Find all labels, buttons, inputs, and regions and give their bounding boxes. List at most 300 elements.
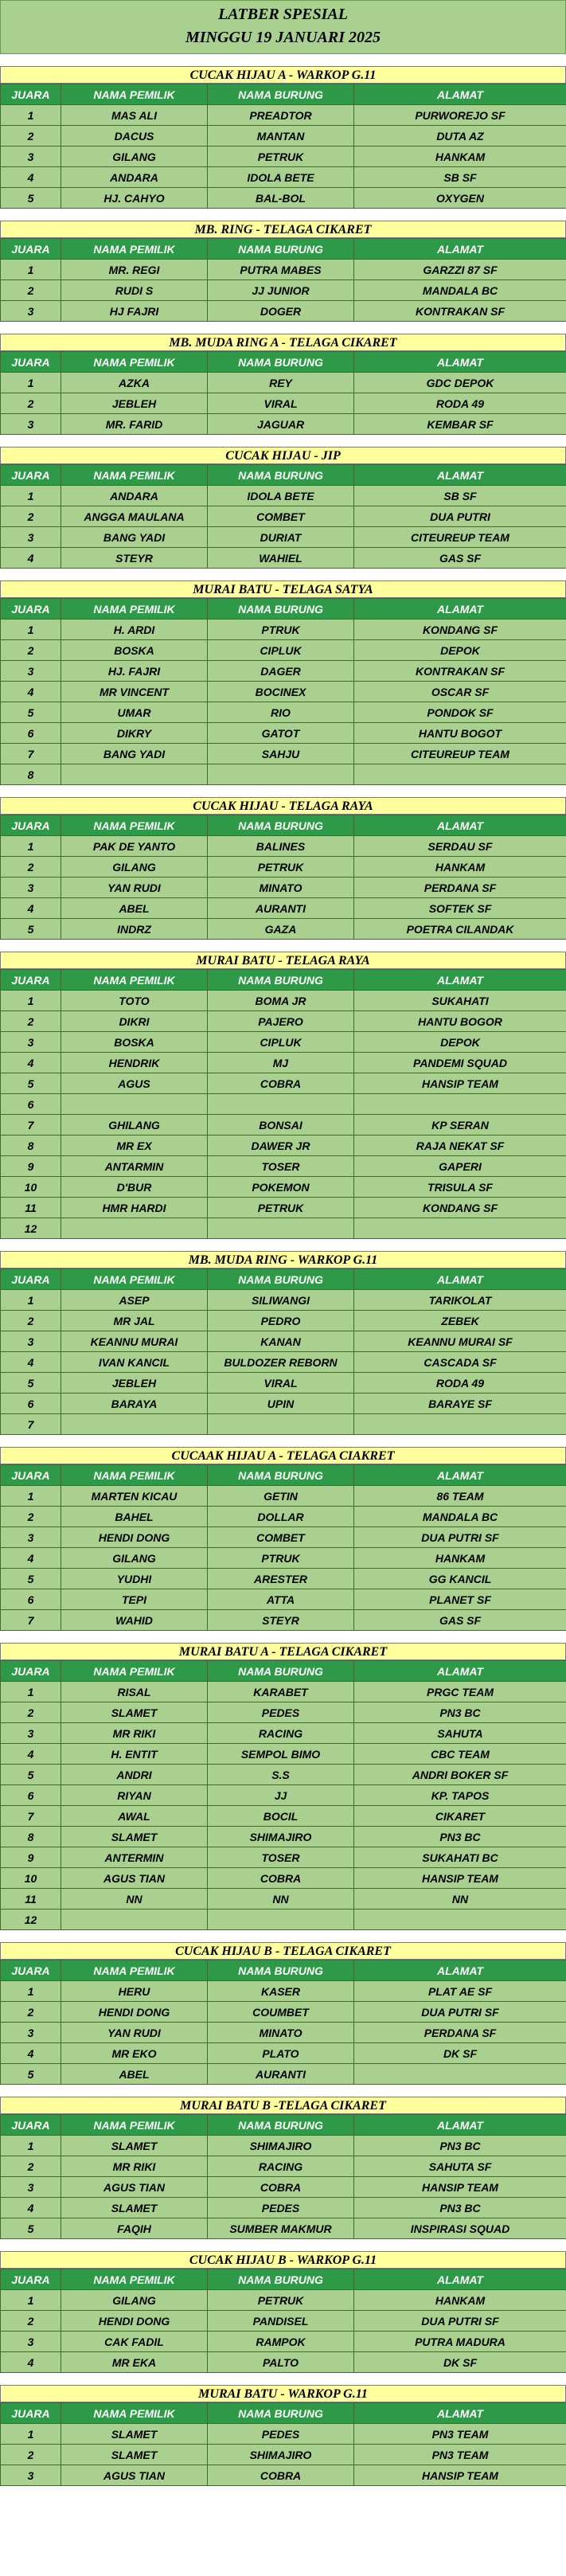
owner-cell: TEPI xyxy=(61,1589,208,1610)
rank-cell: 4 xyxy=(1,167,61,188)
address-cell: KEMBAR SF xyxy=(354,414,566,435)
owner-cell: DIKRY xyxy=(61,723,208,744)
bird-cell: COMBET xyxy=(208,506,354,527)
owner-cell: BOSKA xyxy=(61,640,208,661)
section-murai-batu-telaga-raya xyxy=(0,952,566,1239)
table-row xyxy=(1,836,566,857)
rank-cell: 1 xyxy=(1,373,61,393)
rank-cell: 3 xyxy=(1,2465,61,2486)
bird-cell: DURIAT xyxy=(208,527,354,548)
table-row xyxy=(1,2156,566,2177)
owner-cell: ABEL xyxy=(61,898,208,919)
rank-cell: 8 xyxy=(1,1136,61,1156)
rank-cell: 1 xyxy=(1,1290,61,1311)
address-header: ALAMAT xyxy=(354,2403,566,2424)
bird-cell: VIRAL xyxy=(208,1373,354,1394)
address-cell: KONDANG SF xyxy=(354,620,566,640)
owner-cell: MR EKA xyxy=(61,2352,208,2373)
address-cell: SAHUTA xyxy=(354,1723,566,1744)
table-row xyxy=(1,1847,566,1868)
address-cell: TRISULA SF xyxy=(354,1177,566,1198)
table-row xyxy=(1,506,566,527)
owner-cell: MR EX xyxy=(61,1136,208,1156)
address-cell: ZEBEK xyxy=(354,1311,566,1331)
address-cell: DEPOK xyxy=(354,1032,566,1053)
bird-header: NAMA BURUNG xyxy=(208,465,354,486)
juara-header: JUARA xyxy=(1,2403,61,2424)
table-row xyxy=(1,2023,566,2043)
juara-header: JUARA xyxy=(1,1269,61,1290)
rank-cell: 11 xyxy=(1,1198,61,1218)
table-header-row xyxy=(1,2115,566,2136)
rank-cell: 8 xyxy=(1,1827,61,1847)
table-header-row xyxy=(1,1661,566,1682)
results-table xyxy=(0,238,566,322)
address-cell: HANKAM xyxy=(354,147,566,167)
owner-cell: ANDARA xyxy=(61,167,208,188)
owner-cell: BARAYA xyxy=(61,1394,208,1414)
owner-cell: YAN RUDI xyxy=(61,2023,208,2043)
table-row xyxy=(1,702,566,723)
bird-cell xyxy=(208,1414,354,1435)
owner-cell: HMR HARDI xyxy=(61,1198,208,1218)
table-row xyxy=(1,1827,566,1847)
table-row xyxy=(1,1011,566,1032)
bird-cell: ATTA xyxy=(208,1589,354,1610)
table-row xyxy=(1,1569,566,1589)
rank-cell: 9 xyxy=(1,1156,61,1177)
rank-cell: 4 xyxy=(1,1352,61,1373)
bird-cell: PANDISEL xyxy=(208,2311,354,2332)
bird-cell: PETRUK xyxy=(208,1198,354,1218)
table-row xyxy=(1,2352,566,2373)
bird-cell: SHIMAJIRO xyxy=(208,1827,354,1847)
juara-header: JUARA xyxy=(1,1960,61,1981)
rank-cell: 3 xyxy=(1,2177,61,2198)
bird-cell: JAGUAR xyxy=(208,414,354,435)
bird-cell: KARABET xyxy=(208,1682,354,1702)
rank-cell: 5 xyxy=(1,1373,61,1394)
bird-cell: IDOLA BETE xyxy=(208,167,354,188)
bird-cell: KANAN xyxy=(208,1331,354,1352)
rank-cell: 5 xyxy=(1,1073,61,1094)
rank-cell: 2 xyxy=(1,280,61,301)
rank-cell: 1 xyxy=(1,836,61,857)
owner-cell: HENDI DONG xyxy=(61,2311,208,2332)
owner-cell: RIYAN xyxy=(61,1785,208,1806)
owner-cell: JEBLEH xyxy=(61,393,208,414)
rank-cell: 2 xyxy=(1,1507,61,1527)
owner-cell: UMAR xyxy=(61,702,208,723)
owner-cell: IVAN KANCIL xyxy=(61,1352,208,1373)
results-table xyxy=(0,1464,566,1631)
owner-cell xyxy=(61,1218,208,1239)
table-row xyxy=(1,2332,566,2352)
results-table xyxy=(0,351,566,435)
owner-cell xyxy=(61,1094,208,1115)
rank-cell: 5 xyxy=(1,2064,61,2085)
owner-cell: AGUS xyxy=(61,1073,208,1094)
bird-cell: PEDES xyxy=(208,1702,354,1723)
address-header: ALAMAT xyxy=(354,2269,566,2290)
section-title: MURAI BATU - WARKOP G.11 xyxy=(0,2385,566,2402)
rank-cell: 2 xyxy=(1,2311,61,2332)
table-row xyxy=(1,147,566,167)
table-row xyxy=(1,260,566,280)
owner-cell: GHILANG xyxy=(61,1115,208,1136)
table-row xyxy=(1,2424,566,2445)
address-cell: PN3 TEAM xyxy=(354,2445,566,2465)
address-cell: PLAT AE SF xyxy=(354,1981,566,2002)
bird-header: NAMA BURUNG xyxy=(208,84,354,105)
owner-cell: MR JAL xyxy=(61,1311,208,1331)
owner-cell: MAS ALI xyxy=(61,105,208,126)
address-cell: INSPIRASI SQUAD xyxy=(354,2218,566,2239)
address-cell: HANTU BOGOR xyxy=(354,1011,566,1032)
table-row xyxy=(1,1218,566,1239)
owner-header: NAMA PEMILIK xyxy=(61,1960,208,1981)
table-header-row xyxy=(1,1465,566,1486)
address-header: ALAMAT xyxy=(354,599,566,620)
owner-cell: NN xyxy=(61,1889,208,1910)
rank-cell: 1 xyxy=(1,2136,61,2156)
owner-cell: STEYR xyxy=(61,548,208,569)
rank-cell: 3 xyxy=(1,2023,61,2043)
owner-cell: ANGGA MAULANA xyxy=(61,506,208,527)
results-table xyxy=(0,1660,566,1930)
juara-header: JUARA xyxy=(1,599,61,620)
section-title: MB. MUDA RING A - TELAGA CIKARET xyxy=(0,334,566,351)
bird-cell: PEDRO xyxy=(208,1311,354,1331)
table-row xyxy=(1,126,566,147)
rank-cell: 4 xyxy=(1,2198,61,2218)
table-row xyxy=(1,167,566,188)
section-title: MURAI BATU A - TELAGA CIKARET xyxy=(0,1643,566,1660)
address-cell: HANSIP TEAM xyxy=(354,1073,566,1094)
address-cell: MANDALA BC xyxy=(354,1507,566,1527)
owner-cell: BANG YADI xyxy=(61,744,208,764)
address-cell: SERDAU SF xyxy=(354,836,566,857)
rank-cell: 6 xyxy=(1,1394,61,1414)
address-cell: DUTA AZ xyxy=(354,126,566,147)
bird-cell: DAGER xyxy=(208,661,354,682)
address-header: ALAMAT xyxy=(354,2115,566,2136)
section-title: CUCAK HIJAU B - TELAGA CIKARET xyxy=(0,1942,566,1960)
rank-cell: 3 xyxy=(1,414,61,435)
table-row xyxy=(1,1136,566,1156)
section-title: CUCAAK HIJAU A - TELAGA CIAKRET xyxy=(0,1447,566,1464)
table-row xyxy=(1,1744,566,1765)
bird-cell: JJ xyxy=(208,1785,354,1806)
rank-cell: 7 xyxy=(1,1610,61,1631)
rank-cell: 5 xyxy=(1,1569,61,1589)
rank-cell: 2 xyxy=(1,506,61,527)
table-row xyxy=(1,1868,566,1889)
address-cell xyxy=(354,1910,566,1930)
address-cell: OXYGEN xyxy=(354,188,566,209)
bird-cell: MINATO xyxy=(208,2023,354,2043)
bird-cell: PREADTOR xyxy=(208,105,354,126)
section-mb-muda-ring-warkop-g-11 xyxy=(0,1251,566,1435)
rank-cell: 2 xyxy=(1,393,61,414)
table-header-row xyxy=(1,815,566,836)
owner-header: NAMA PEMILIK xyxy=(61,599,208,620)
address-cell: DK SF xyxy=(354,2352,566,2373)
table-row xyxy=(1,682,566,702)
section-murai-batu-a-telaga-cikaret xyxy=(0,1643,566,1930)
address-header: ALAMAT xyxy=(354,352,566,373)
table-row xyxy=(1,301,566,322)
bird-cell: KASER xyxy=(208,1981,354,2002)
owner-cell xyxy=(61,764,208,785)
address-cell xyxy=(354,1094,566,1115)
table-row xyxy=(1,1177,566,1198)
owner-cell: RISAL xyxy=(61,1682,208,1702)
owner-cell: ANTERMIN xyxy=(61,1847,208,1868)
table-row xyxy=(1,1331,566,1352)
address-cell: GAS SF xyxy=(354,548,566,569)
rank-cell: 4 xyxy=(1,548,61,569)
owner-cell: RUDI S xyxy=(61,280,208,301)
bird-cell: SILIWANGI xyxy=(208,1290,354,1311)
bird-cell xyxy=(208,1094,354,1115)
owner-cell: ASEP xyxy=(61,1290,208,1311)
table-row xyxy=(1,527,566,548)
rank-cell: 4 xyxy=(1,1744,61,1765)
address-cell: GAPERI xyxy=(354,1156,566,1177)
bird-cell: COUMBET xyxy=(208,2002,354,2023)
address-cell: SAHUTA SF xyxy=(354,2156,566,2177)
table-row xyxy=(1,919,566,940)
rank-cell: 9 xyxy=(1,1847,61,1868)
address-cell: TARIKOLAT xyxy=(354,1290,566,1311)
owner-header: NAMA PEMILIK xyxy=(61,352,208,373)
owner-cell: TOTO xyxy=(61,991,208,1011)
address-cell: HANSIP TEAM xyxy=(354,2177,566,2198)
owner-cell: FAQIH xyxy=(61,2218,208,2239)
bird-cell: BONSAI xyxy=(208,1115,354,1136)
address-cell: PLANET SF xyxy=(354,1589,566,1610)
table-row xyxy=(1,1486,566,1507)
rank-cell: 1 xyxy=(1,1981,61,2002)
rank-cell: 7 xyxy=(1,1806,61,1827)
rank-cell: 2 xyxy=(1,2445,61,2465)
owner-cell: MARTEN KICAU xyxy=(61,1486,208,1507)
rank-cell: 3 xyxy=(1,661,61,682)
owner-cell: JEBLEH xyxy=(61,1373,208,1394)
section-cucak-hijau-b-warkop-g-11 xyxy=(0,2251,566,2373)
table-row xyxy=(1,1414,566,1435)
owner-cell: HENDRIK xyxy=(61,1053,208,1073)
table-row xyxy=(1,1610,566,1631)
address-cell: KP. TAPOS xyxy=(354,1785,566,1806)
address-cell: SUKAHATI BC xyxy=(354,1847,566,1868)
rank-cell: 1 xyxy=(1,991,61,1011)
bird-header: NAMA BURUNG xyxy=(208,1465,354,1486)
bird-header: NAMA BURUNG xyxy=(208,352,354,373)
bird-cell: PTRUK xyxy=(208,1548,354,1569)
section-cucaak-hijau-a-telaga-ciakret xyxy=(0,1447,566,1631)
section-murai-batu-telaga-satya xyxy=(0,580,566,785)
rank-cell: 3 xyxy=(1,1723,61,1744)
owner-cell xyxy=(61,1414,208,1435)
bird-cell xyxy=(208,764,354,785)
table-header-row xyxy=(1,239,566,260)
owner-header: NAMA PEMILIK xyxy=(61,2115,208,2136)
rank-cell: 5 xyxy=(1,919,61,940)
results-table xyxy=(0,1268,566,1435)
table-row xyxy=(1,2198,566,2218)
table-row xyxy=(1,1910,566,1930)
bird-cell: PUTRA MABES xyxy=(208,260,354,280)
table-row xyxy=(1,1589,566,1610)
juara-header: JUARA xyxy=(1,465,61,486)
rank-cell: 5 xyxy=(1,1765,61,1785)
owner-cell: SLAMET xyxy=(61,1702,208,1723)
table-row xyxy=(1,414,566,435)
juara-header: JUARA xyxy=(1,815,61,836)
owner-cell: YAN RUDI xyxy=(61,878,208,898)
bird-cell: PTRUK xyxy=(208,620,354,640)
page-date: MINGGU 19 JANUARI 2025 xyxy=(185,29,381,46)
rank-cell: 3 xyxy=(1,1032,61,1053)
juara-header: JUARA xyxy=(1,1661,61,1682)
rank-cell: 8 xyxy=(1,764,61,785)
section-title: CUCAK HIJAU A - WARKOP G.11 xyxy=(0,66,566,84)
address-cell: KONTRAKAN SF xyxy=(354,661,566,682)
bird-cell: GATOT xyxy=(208,723,354,744)
bird-cell: PEDES xyxy=(208,2424,354,2445)
address-cell: CITEUREUP TEAM xyxy=(354,744,566,764)
address-cell: PURWOREJO SF xyxy=(354,105,566,126)
section-cucak-hijau-b-telaga-cikaret xyxy=(0,1942,566,2085)
address-header: ALAMAT xyxy=(354,1465,566,1486)
address-cell: 86 TEAM xyxy=(354,1486,566,1507)
address-cell: NN xyxy=(354,1889,566,1910)
table-row xyxy=(1,1507,566,1527)
juara-header: JUARA xyxy=(1,1465,61,1486)
address-header: ALAMAT xyxy=(354,239,566,260)
rank-cell: 1 xyxy=(1,1682,61,1702)
section-title: CUCAK HIJAU B - WARKOP G.11 xyxy=(0,2251,566,2269)
owner-cell: H. ENTIT xyxy=(61,1744,208,1765)
bird-cell: DOLLAR xyxy=(208,1507,354,1527)
results-table xyxy=(0,2114,566,2239)
page-header xyxy=(0,0,566,54)
table-row xyxy=(1,1394,566,1414)
bird-cell: MANTAN xyxy=(208,126,354,147)
rank-cell: 1 xyxy=(1,620,61,640)
address-cell: SUKAHATI xyxy=(354,991,566,1011)
table-row xyxy=(1,188,566,209)
bird-cell: SHIMAJIRO xyxy=(208,2136,354,2156)
table-row xyxy=(1,548,566,569)
owner-cell: SLAMET xyxy=(61,2424,208,2445)
table-row xyxy=(1,2002,566,2023)
table-row xyxy=(1,1527,566,1548)
owner-cell: HJ FAJRI xyxy=(61,301,208,322)
address-cell: HANSIP TEAM xyxy=(354,1868,566,1889)
rank-cell: 5 xyxy=(1,702,61,723)
bird-cell: PALTO xyxy=(208,2352,354,2373)
bird-cell: STEYR xyxy=(208,1610,354,1631)
address-cell: DUA PUTRI xyxy=(354,506,566,527)
address-cell: PN3 BC xyxy=(354,2136,566,2156)
address-cell: RODA 49 xyxy=(354,1373,566,1394)
bird-cell: DAWER JR xyxy=(208,1136,354,1156)
bird-cell: COBRA xyxy=(208,2465,354,2486)
owner-header: NAMA PEMILIK xyxy=(61,2269,208,2290)
bird-cell: PETRUK xyxy=(208,857,354,878)
bird-cell: BAL-BOL xyxy=(208,188,354,209)
juara-header: JUARA xyxy=(1,239,61,260)
address-cell: GG KANCIL xyxy=(354,1569,566,1589)
owner-cell: GILANG xyxy=(61,2290,208,2311)
rank-cell: 2 xyxy=(1,1011,61,1032)
bird-header: NAMA BURUNG xyxy=(208,1960,354,1981)
bird-cell: BALINES xyxy=(208,836,354,857)
bird-cell: PETRUK xyxy=(208,2290,354,2311)
bird-cell: RIO xyxy=(208,702,354,723)
address-cell: HANKAM xyxy=(354,1548,566,1569)
bird-cell: COMBET xyxy=(208,1527,354,1548)
owner-cell: ABEL xyxy=(61,2064,208,2085)
address-header: ALAMAT xyxy=(354,1960,566,1981)
bird-cell: S.S xyxy=(208,1765,354,1785)
table-row xyxy=(1,2043,566,2064)
table-header-row xyxy=(1,465,566,486)
owner-cell: YUDHI xyxy=(61,1569,208,1589)
table-row xyxy=(1,373,566,393)
owner-cell: H. ARDI xyxy=(61,620,208,640)
rank-cell: 10 xyxy=(1,1868,61,1889)
address-cell xyxy=(354,1414,566,1435)
table-row xyxy=(1,1702,566,1723)
table-row xyxy=(1,1290,566,1311)
owner-cell xyxy=(61,1910,208,1930)
table-row xyxy=(1,640,566,661)
rank-cell: 12 xyxy=(1,1218,61,1239)
owner-cell: GILANG xyxy=(61,147,208,167)
results-table xyxy=(0,815,566,940)
rank-cell: 4 xyxy=(1,2352,61,2373)
table-row xyxy=(1,1548,566,1569)
rank-cell: 4 xyxy=(1,2043,61,2064)
section-mb-ring-telaga-cikaret xyxy=(0,221,566,322)
bird-cell: CIPLUK xyxy=(208,640,354,661)
bird-cell: VIRAL xyxy=(208,393,354,414)
table-row xyxy=(1,898,566,919)
owner-cell: HJ. FAJRI xyxy=(61,661,208,682)
address-header: ALAMAT xyxy=(354,84,566,105)
bird-cell: GAZA xyxy=(208,919,354,940)
address-cell: GDC DEPOK xyxy=(354,373,566,393)
owner-cell: INDRZ xyxy=(61,919,208,940)
owner-cell: HJ. CAHYO xyxy=(61,188,208,209)
address-cell: PN3 BC xyxy=(354,1827,566,1847)
table-row xyxy=(1,991,566,1011)
bird-header: NAMA BURUNG xyxy=(208,970,354,991)
rank-cell: 3 xyxy=(1,301,61,322)
table-header-row xyxy=(1,970,566,991)
address-cell: SOFTEK SF xyxy=(354,898,566,919)
owner-cell: SLAMET xyxy=(61,2198,208,2218)
bird-header: NAMA BURUNG xyxy=(208,1269,354,1290)
owner-cell: ANDARA xyxy=(61,486,208,506)
address-cell: HANKAM xyxy=(354,2290,566,2311)
address-cell: KONDANG SF xyxy=(354,1198,566,1218)
owner-cell: KEANNU MURAI xyxy=(61,1331,208,1352)
